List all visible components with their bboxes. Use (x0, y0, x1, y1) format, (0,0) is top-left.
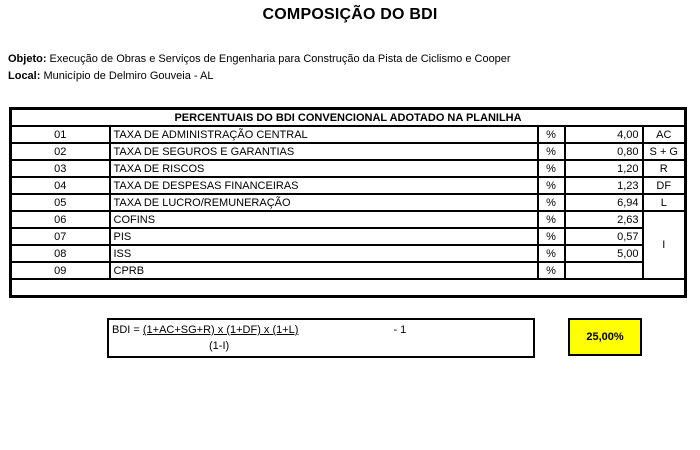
row-description: TAXA DE ADMINISTRAÇÃO CENTRAL (110, 126, 538, 143)
row-code: S + G (643, 143, 686, 160)
local-line (8, 68, 511, 85)
row-code: L (643, 194, 686, 211)
objeto-text: Execução de Obras e Serviços de Engenharia para Construção da Pista de Ciclismo e Cooper (46, 53, 511, 65)
table-row (11, 211, 686, 228)
objeto-label: Objeto: (8, 53, 47, 65)
formula-numerator: (1+AC+SG+R) x (1+DF) x (1+L) (142, 324, 299, 336)
formula-section-row (11, 279, 686, 297)
table-row (11, 194, 686, 211)
row-description: TAXA DE RISCOS (110, 160, 538, 177)
row-unit: % (538, 194, 565, 211)
row-description: CPRB (110, 262, 538, 279)
row-value: 0,80 (565, 143, 643, 160)
formula-denominator: (1-I) (209, 340, 230, 352)
table-row (11, 262, 686, 279)
row-description: TAXA DE LUCRO/REMUNERAÇÃO (110, 194, 538, 211)
table-row (11, 245, 686, 262)
row-description: ISS (110, 245, 538, 262)
row-value: 1,20 (565, 160, 643, 177)
row-description: TAXA DE DESPESAS FINANCEIRAS (110, 177, 538, 194)
row-unit: % (538, 211, 565, 228)
row-number: 05 (11, 194, 110, 211)
document-meta (8, 51, 511, 85)
row-value: 0,57 (565, 228, 643, 245)
row-unit: % (538, 177, 565, 194)
objeto-line (8, 51, 511, 68)
row-unit: % (538, 262, 565, 279)
row-number: 08 (11, 245, 110, 262)
bdi-formula-box (107, 318, 535, 358)
row-unit: % (538, 143, 565, 160)
row-number: 04 (11, 177, 110, 194)
local-text: Município de Delmiro Gouveia - AL (40, 70, 214, 82)
row-unit: % (538, 228, 565, 245)
table-row (11, 143, 686, 160)
row-description: TAXA DE SEGUROS E GARANTIAS (110, 143, 538, 160)
row-number: 03 (11, 160, 110, 177)
row-value (565, 262, 643, 279)
row-description: COFINS (110, 211, 538, 228)
row-value: 2,63 (565, 211, 643, 228)
table-row (11, 160, 686, 177)
local-label: Local: (8, 70, 41, 82)
formula-line1 (112, 324, 406, 336)
row-description: PIS (110, 228, 538, 245)
formula-minus-one: - 1 (393, 324, 407, 336)
row-number: 09 (11, 262, 110, 279)
merged-code-cell: I (643, 211, 686, 279)
row-unit: % (538, 160, 565, 177)
table-row (11, 177, 686, 194)
row-number: 02 (11, 143, 110, 160)
table-header: PERCENTUAIS DO BDI CONVENCIONAL ADOTADO NA PLANILHA (11, 109, 686, 127)
table-header-row (11, 109, 686, 127)
table-row (11, 228, 686, 245)
row-number: 06 (11, 211, 110, 228)
table-row (11, 126, 686, 143)
bdi-table (9, 107, 687, 352)
row-value: 4,00 (565, 126, 643, 143)
row-code: R (643, 160, 686, 177)
row-code: AC (643, 126, 686, 143)
row-code: DF (643, 177, 686, 194)
row-value: 5,00 (565, 245, 643, 262)
row-number: 01 (11, 126, 110, 143)
row-value: 1,23 (565, 177, 643, 194)
row-unit: % (538, 245, 565, 262)
row-number: 07 (11, 228, 110, 245)
page-title: COMPOSIÇÃO DO BDI (262, 6, 438, 23)
formula-prefix: BDI = (112, 324, 143, 336)
formula-section (11, 279, 686, 352)
row-value: 6,94 (565, 194, 643, 211)
row-unit: % (538, 126, 565, 143)
bdi-result-value: 25,00% (568, 318, 642, 356)
